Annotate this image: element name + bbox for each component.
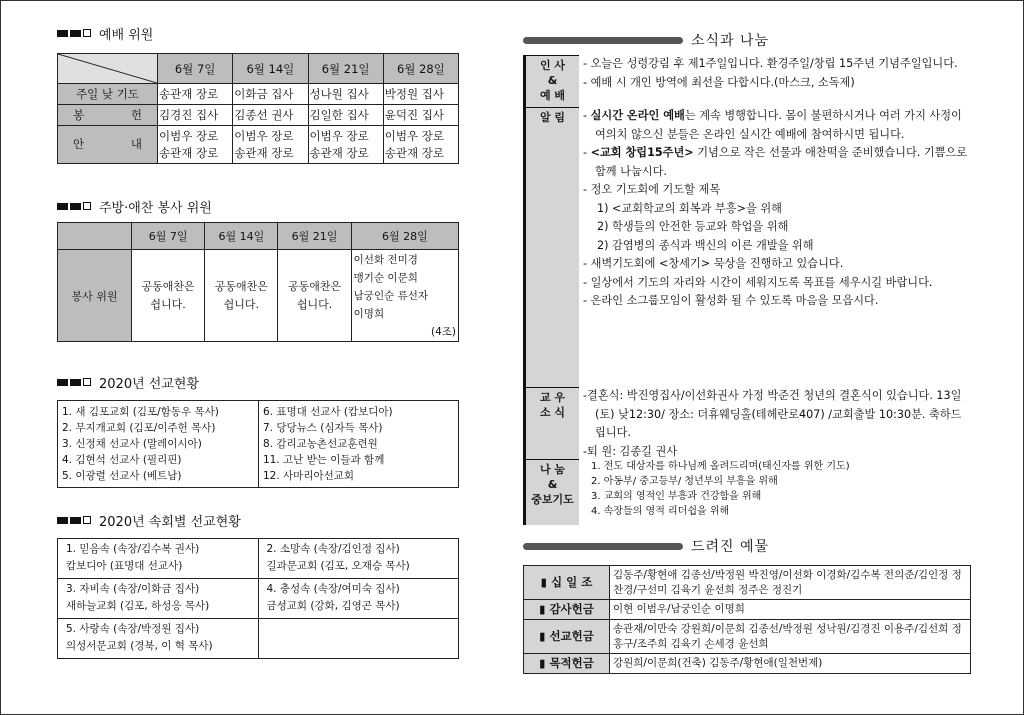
bullet-marks-icon — [57, 378, 91, 386]
left-column — [57, 23, 459, 659]
table-corner-cell — [58, 54, 158, 84]
news-label: 인 사 & 예 배 — [523, 55, 579, 107]
table-cell: 공동애찬은 쉽니다. — [205, 250, 278, 342]
list-item: 4. 김현석 선교사 (필리핀) — [62, 454, 182, 466]
table-corner-cell — [58, 223, 132, 250]
missions-title: 2020년 선교현황 — [99, 376, 200, 392]
table-cell: 이범우 장로 송관재 장로 — [158, 126, 233, 164]
offering-title: 드려진 예물 — [691, 539, 770, 555]
table-cell: 김일한 집사 — [308, 105, 383, 126]
date-header: 6월 7일 — [158, 54, 233, 84]
heading-bar — [523, 37, 683, 44]
offering-names: 이현 이범우/남궁인순 이명희 — [610, 600, 971, 620]
table-row — [58, 250, 459, 342]
table-row — [58, 579, 459, 619]
news-row-prayer — [523, 459, 971, 525]
news-content: 1. 전도 대상자를 하나님께 올려드리며(태신자를 위한 기도) 2. 아동부/ 중고등부/ 청년부의 부흥을 위해 3. 교회의 영적인 부흥과 건강함을 위해 4. 속장들의 영적 리더쉽을 위해 — [591, 461, 850, 517]
table-row — [524, 654, 971, 674]
table-cell: 김종선 권사 — [233, 105, 308, 126]
table-cell: 성나원 집사 — [308, 84, 383, 105]
news-label: 나 눔 & 중보기도 — [523, 459, 579, 525]
table-cell: 박정원 집사 — [383, 84, 458, 105]
offering-label: ▮ 감사헌금 — [524, 600, 610, 620]
table-row — [524, 566, 971, 600]
date-header: 6월 21일 — [278, 223, 351, 250]
missions-list — [57, 400, 459, 488]
row-label: 주일 낮 기도 — [58, 84, 158, 105]
list-item: 1. 새 김포교회 (김포/함동우 목사) — [62, 406, 219, 418]
district-missions-heading — [57, 510, 459, 530]
district-missions-title: 2020년 속회별 선교현황 — [99, 514, 241, 530]
date-header: 6월 7일 — [132, 223, 205, 250]
list-item: 3. 신정채 선교사 (말레이시아) — [62, 438, 202, 450]
worship-committee-title: 예배 위원 — [99, 27, 154, 43]
table-cell: 이범우 장로 송관재 장로 — [233, 126, 308, 164]
list-item: 6. 표명대 선교사 (캄보디아) — [263, 406, 393, 418]
date-header: 6월 28일 — [351, 223, 458, 250]
offering-label: ▮ 목적헌금 — [524, 654, 610, 674]
emphasis-text: 실시간 온라인 예배 — [590, 109, 685, 122]
right-column — [523, 29, 971, 674]
offering-label: ▮ 선교헌금 — [524, 620, 610, 654]
bullet-marks-icon — [57, 29, 91, 37]
table-cell: 이범우 장로 송관재 장로 — [383, 126, 458, 164]
worship-committee-table — [57, 53, 459, 164]
bullet-marks-icon — [57, 516, 91, 524]
news-content: - 오늘은 성령강림 후 제1주일입니다. 환경주일/창립 15주년 기념주일입니다. - 예배 시 개인 방역에 최선을 다합시다.(마스크, 소독제) — [583, 57, 958, 89]
table-cell: 공동애찬은 쉽니다. — [278, 250, 351, 342]
missions-column-1 — [58, 401, 258, 487]
date-header: 6월 14일 — [233, 54, 308, 84]
table-row — [58, 105, 459, 126]
kitchen-committee-title: 주방·애찬 봉사 위원 — [99, 200, 212, 216]
team-cell: 이선화 전미경 맹기순 이문희 남궁인순 류선자 이명희 (4조) — [351, 250, 458, 342]
table-cell: 송관재 장로 — [158, 84, 233, 105]
list-item: 12. 사마리아선교회 — [263, 470, 355, 482]
missions-column-2 — [258, 401, 458, 487]
table-row — [58, 539, 459, 579]
date-header: 6월 21일 — [308, 54, 383, 84]
news-label: 교 우 소 식 — [523, 387, 579, 459]
offering-heading — [523, 535, 971, 557]
offering-names: 송관재/이만숙 강원희/이문희 김종선/박정원 성낙원/김경진 이용주/김선희 정홍구/조주희 김육기 손세경 윤선희 — [610, 620, 971, 654]
offering-names: 김동주/황현애 김종선/박정원 박진영/이선화 이경화/김수복 전의준/김인정 정찬경/구선미 김육기 윤선희 정주은 정진기 — [610, 566, 971, 600]
district-missions-table — [57, 538, 459, 659]
table-cell: 1. 믿음속 (속장/김수복 권사) 캄보디아 (표명대 선교사) — [58, 539, 259, 579]
date-header: 6월 28일 — [383, 54, 458, 84]
offering-table — [523, 565, 971, 674]
missions-heading — [57, 372, 459, 392]
row-label: 안 내 — [58, 126, 158, 164]
date-header: 6월 14일 — [205, 223, 278, 250]
offering-names: 강원희/이문희(건축) 김동주/황현애(일천번제) — [610, 654, 971, 674]
news-content: -결혼식: 박진영집사/이선화권사 가정 박준건 청년의 결혼식이 있습니다. 13일(토) 낮12:30/ 장소: 더휴웨딩홀(테헤란로407) /교회출발 10:30분. 축하드립니다. -퇴 원: 김종길 권사 — [583, 389, 962, 458]
table-row — [58, 619, 459, 659]
row-label: 봉 헌 — [58, 105, 158, 126]
list-item: 5. 이광렬 선교사 (베트남) — [62, 470, 182, 482]
news-label: 알 림 — [523, 107, 579, 387]
news-heading — [523, 29, 971, 51]
row-label: 봉사 위원 — [58, 250, 132, 342]
table-cell: 윤덕진 집사 — [383, 105, 458, 126]
table-row — [524, 620, 971, 654]
emphasis-text: <교회 창립15주년> — [590, 146, 694, 159]
table-cell: 4. 충성속 (속장/여미숙 집사) 금성교회 (강화, 김영곤 목사) — [258, 579, 459, 619]
worship-committee-heading — [57, 23, 459, 43]
table-cell: 2. 소망속 (속장/김인정 집사) 길과문교회 (김포, 오재승 목사) — [258, 539, 459, 579]
table-cell: 5. 사랑속 (속장/박정원 집사) 의성서문교회 (경북, 이 혁 목사) — [58, 619, 259, 659]
empty-cell — [258, 619, 459, 659]
table-cell: 김경진 집사 — [158, 105, 233, 126]
list-item: 11. 고난 받는 이들과 함께 — [263, 454, 385, 466]
offering-label: ▮ 십 일 조 — [524, 566, 610, 600]
list-item: 2. 무지개교회 (김포/이주헌 목사) — [62, 422, 216, 434]
news-content: - 실시간 온라인 예배는 계속 병행합니다. 몸이 불편하시거나 여러 가지 사정이 여의치 않으신 분들은 온라인 실시간 예배에 참여하시면 됩니다. - <교회 창립15주년> 기념으로 작은 선물과 애찬떡을 준비했습니다. 기쁨으로 함께 나눕시다. - 정오 기도회에 기도할 제목 1) <교회학교의 회복과 부흥>을 위해 2) 학생들의 안전한 등교와 학업을 위해 2) 감염병의 종식과 백신의 이른 개발을 위해 - 새벽기도회에 <창세기> 묵상을 진행하고 있습니다. - 일상에서 기도의 자리와 시간이 세워지도록 목표를 세우시길 바랍니다. - 온라인 소그룹모임이 활성화 될 수 있도록 마음을 모읍시다. — [583, 109, 968, 307]
news-section — [523, 55, 971, 525]
table-row — [58, 126, 459, 164]
news-row-greeting — [523, 55, 971, 107]
list-item: 7. 당당뉴스 (심자득 목사) — [263, 422, 383, 434]
bullet-marks-icon — [57, 202, 91, 210]
table-cell: 공동애찬은 쉽니다. — [132, 250, 205, 342]
table-row — [58, 84, 459, 105]
table-cell: 3. 자비속 (속장/이화금 집사) 새하늘교회 (김포, 하성응 목사) — [58, 579, 259, 619]
table-cell: 이화금 집사 — [233, 84, 308, 105]
table-cell: 이범우 장로 송관재 장로 — [308, 126, 383, 164]
news-row-notice — [523, 107, 971, 387]
table-row — [524, 600, 971, 620]
kitchen-committee-table — [57, 222, 459, 342]
list-item: 8. 감리교농촌선교훈련원 — [263, 438, 378, 450]
news-title: 소식과 나눔 — [691, 33, 770, 49]
kitchen-committee-heading — [57, 196, 459, 216]
news-row-members — [523, 387, 971, 459]
heading-bar — [523, 543, 683, 550]
